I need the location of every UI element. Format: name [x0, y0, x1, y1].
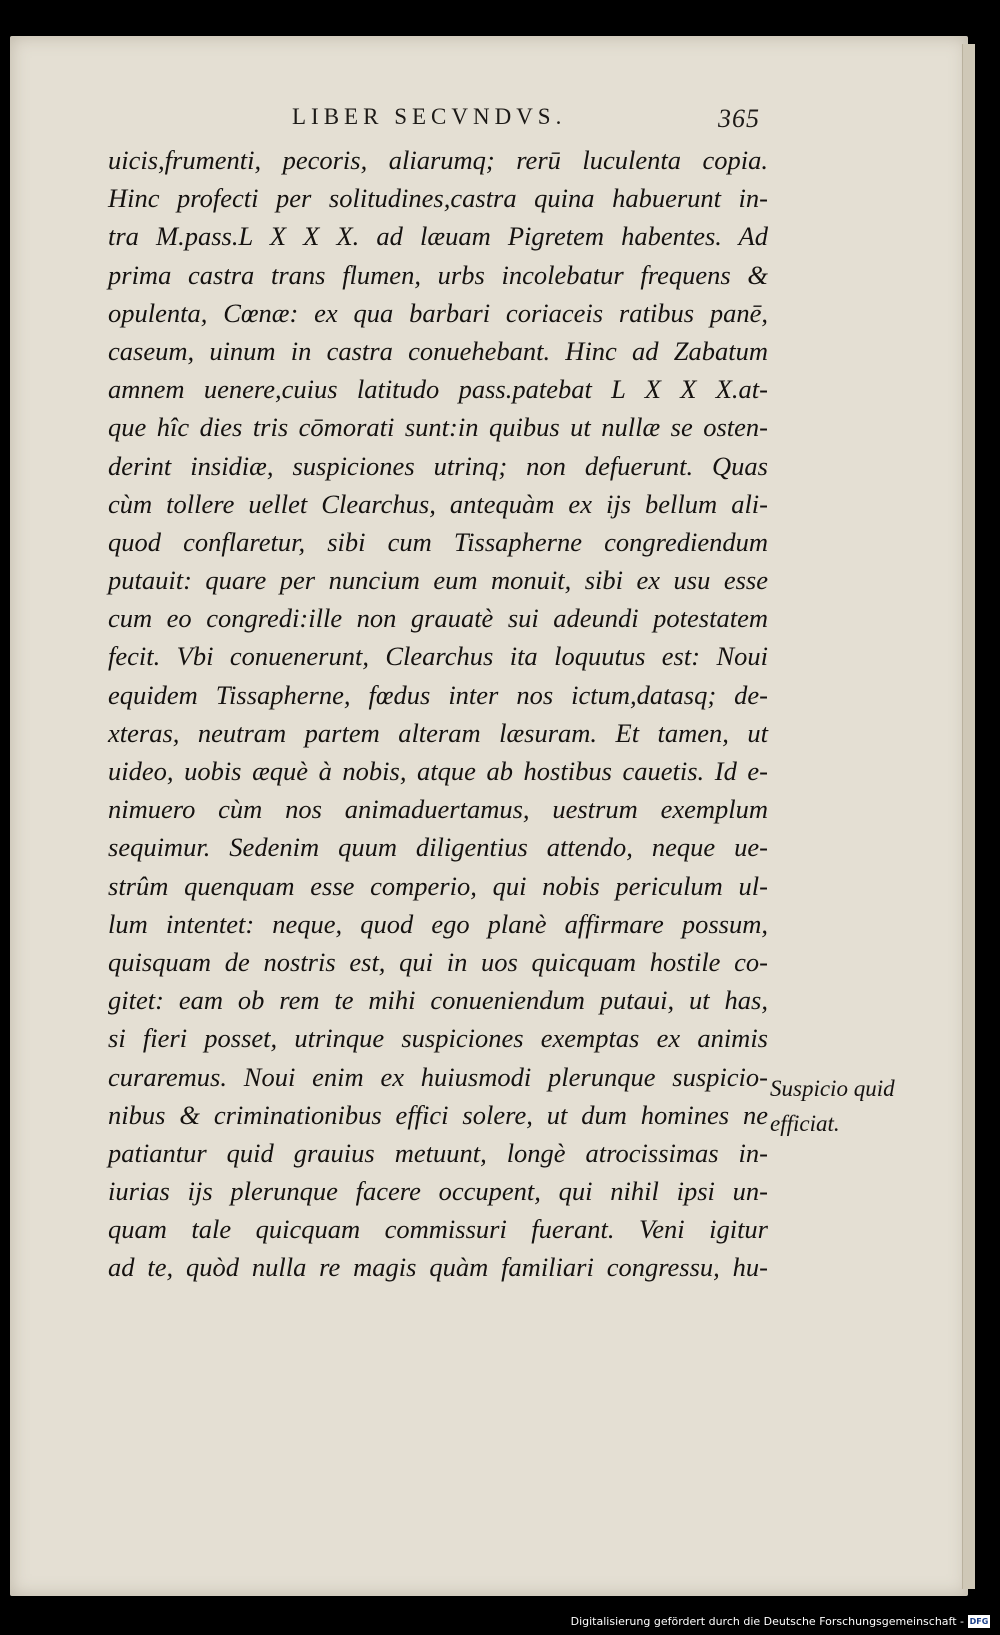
text-line: opulenta, Cœnæ: ex qua barbari coriaceis ratibus panē,: [108, 297, 768, 328]
text-line: cùm tollere uellet Clearchus, antequàm ex ijs bellum ali-: [108, 488, 768, 519]
text-line: amnem uenere,cuius latitudo pass.patebat L X X X.at-: [108, 374, 768, 405]
text-line: que hîc dies tris cōmorati sunt:in quibus ut nullæ se osten-: [108, 412, 768, 443]
text-line: strûm quenquam esse comperio, qui nobis periculum ul-: [108, 870, 768, 901]
credit-text: Digitalisierung gefördert durch die Deutsche Forschungsgemeinschaft -: [570, 1614, 964, 1628]
text-line: quod conflaretur, sibi cum Tissapherne congrediendum: [108, 526, 768, 557]
text-line: equidem Tissapherne, fœdus inter nos ictum,datasq; de-: [108, 679, 768, 710]
text-line: putauit: quare per nuncium eum monuit, sibi ex usu esse: [108, 565, 768, 596]
main-text: [108, 141, 768, 1287]
text-line: derint insidiæ, suspiciones utrinq; non defuerunt. Quas: [108, 450, 768, 481]
text-line: iurias ijs plerunque facere occupent, qui nihil ipsi un-: [108, 1176, 768, 1207]
text-line: tra M.pass.L X X X. ad læuam Pigretem habentes. Ad: [108, 221, 768, 252]
text-line: patiantur quid grauius metuunt, longè atrocissimas in-: [108, 1137, 768, 1168]
page-number: 365: [718, 104, 760, 133]
text-line: quam tale quicquam commissuri fuerant. Veni igitur: [108, 1214, 768, 1245]
text-line: uicis,frumenti, pecoris, aliarumq; rerū luculenta copia.: [108, 145, 768, 175]
text-line: fecit. Vbi conuenerunt, Clearchus ita loquutus est: Noui: [108, 641, 768, 672]
text-line: nibus & criminationibus effici solere, ut dum homines ne: [108, 1099, 768, 1130]
marginal-note: [770, 1071, 910, 1141]
text-line: curaremus. Noui enim ex huiusmodi plerunque suspicio-: [108, 1061, 768, 1092]
text-line: sequimur. Sedenim quum diligentius attendo, neque ue-: [108, 832, 768, 863]
text-line: prima castra trans flumen, urbs incolebatur frequens &: [108, 259, 768, 290]
text-line: gitet: eam ob rem te mihi conueniendum putaui, ut has,: [108, 985, 768, 1016]
text-line: uideo, uobis æquè à nobis, atque ab hostibus cauetis. Id e-: [108, 756, 768, 786]
dfg-logo-icon: DFG: [969, 1616, 989, 1626]
marginal-note-line: efficiat.: [770, 1111, 840, 1136]
marginal-note-line: Suspicio quid: [770, 1076, 895, 1101]
running-head: LIBER SECVNDVS.: [292, 104, 567, 129]
text-line: nimuero cùm nos animaduertamus, uestrum exemplum: [108, 794, 768, 825]
text-line: lum intentet: neque, quod ego planè affirmare possum,: [108, 908, 768, 939]
text-line: Hinc profecti per solitudines,castra quina habuerunt in-: [108, 183, 768, 214]
page-edge: [962, 44, 975, 1589]
text-line: xteras, neutram partem alteram læsuram. Et tamen, ut: [108, 717, 768, 748]
text-line: ad te, quòd nulla re magis quàm familiari congressu, hu-: [108, 1252, 768, 1283]
text-line: quisquam de nostris est, qui in uos quicquam hostile co-: [108, 946, 768, 977]
digitization-credit: [571, 1611, 990, 1631]
text-line: caseum, uinum in castra conuehebant. Hinc ad Zabatum: [108, 335, 768, 366]
text-line: si fieri posset, utrinque suspiciones exemptas ex animis: [108, 1023, 768, 1054]
page-header: [292, 104, 760, 138]
text-line: cum eo congredi:ille non grauatè sui adeundi potestatem: [108, 603, 768, 634]
